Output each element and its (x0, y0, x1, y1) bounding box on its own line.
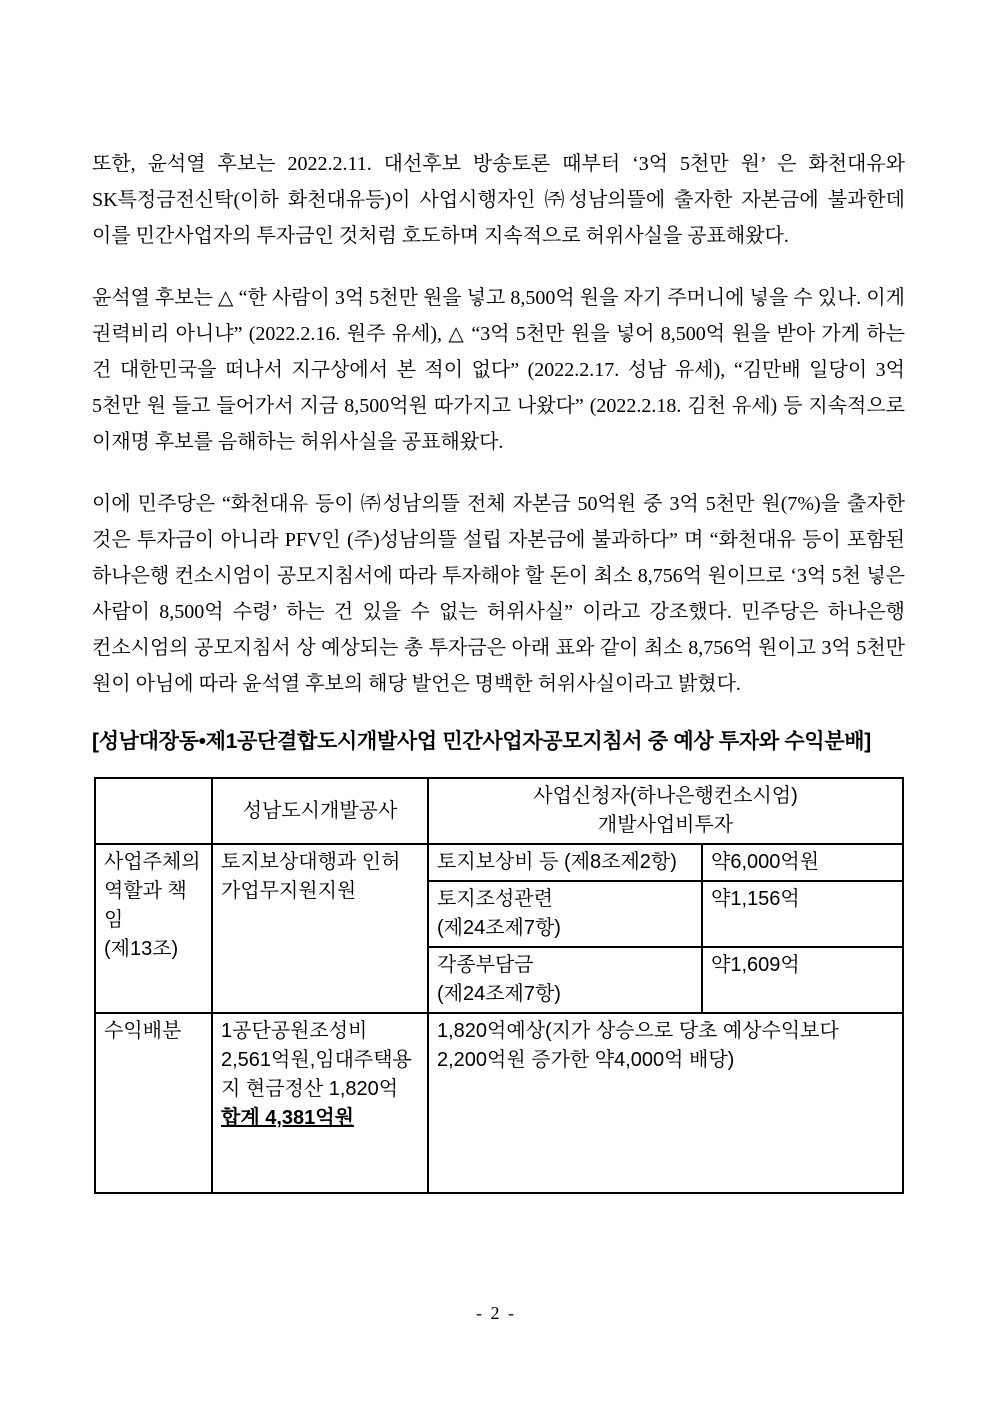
profit-label-cell: 수익배분 (95, 1013, 212, 1193)
cost-item-amount: 약6,000억원 (702, 844, 903, 881)
profit-row (95, 1013, 903, 1193)
cost-item-amount: 약1,609억 (702, 947, 903, 1013)
profit-applicant-cell: 1,820억예상(지가 상승으로 당초 예상수익보다 2,200억원 증가한 약4,000억 배당) (428, 1013, 903, 1193)
document-content (92, 146, 905, 1194)
profit-sdc-text: 1공단공원조성비 2,561억원,임대주택용지 현금정산 1,820억 (221, 1020, 412, 1100)
page-number: - 2 - (476, 1303, 516, 1323)
investment-table (94, 777, 904, 1194)
paragraph-rebuttal: 이에 민주당은 “화천대유 등이 ㈜성남의뜰 전체 자본금 50억원 중 3억 5천만 원(7%)을 출자한 것은 투자금이 아니라 PFV인 (주)성남의뜰 설립 자본금에 불과하다” 며 “화천대유 등이 포함된 하나은행 컨소시엄이 공모지침서에 따라 투자해야 할 돈이 최소 8,756억 원이므로 ‘3억 5천 넣은 사람이 8,500억 수령’ 하는 건 있을 수 없는 허위사실” 이라고 강조했다. 민주당은 하나은행 컨소시엄의 공모지침서 상 예상되는 총 투자금은 아래 표와 같이 최소 8,756억 원이고 3억 5천만 원이 아님에 따라 윤석열 후보의 해당 발언은 명백한 허위사실이라고 밝혔다. (92, 493, 905, 695)
cost-item-amount: 약1,156억 (702, 881, 903, 947)
header-applicant-cell (428, 778, 903, 844)
profit-sdc-total: 합계 4,381억원 (221, 1107, 354, 1129)
cost-item-name (428, 881, 702, 947)
paragraph-intro: 또한, 윤석열 후보는 2022.2.11. 대선후보 방송토론 때부터 ‘3억 5천만 원’ 은 화천대유와 SK특정금전신탁(이하 화천대유등)이 사업시행자인 ㈜성남의뜰에 출자한 자본금에 불과한데 이를 민간사업자의 투자금인 것처럼 호도하며 지속적으로 허위사실을 공표해왔다. (92, 153, 905, 247)
cost-item-name-text: 토지보상비 등 (제8조제2항) (437, 851, 677, 873)
cost-item-ref: (제24조제7항) (437, 917, 561, 939)
cost-item-name-text: 토지조성관련 (437, 888, 553, 910)
header-applicant-line1: 사업신청자(하나은행컨소시엄) (533, 785, 798, 807)
cost-item-ref: (제24조제7항) (437, 983, 561, 1005)
cost-item-name-text: 각종부담금 (437, 954, 534, 976)
roles-label-cell (95, 844, 212, 1013)
profit-sdc-cell (212, 1013, 428, 1193)
header-corner-cell (95, 778, 212, 844)
cost-item-name (428, 844, 702, 881)
roles-label-ref: (제13조) (104, 938, 179, 960)
roles-sdc-cell: 토지보상대행과 인허가업무지원지원 (212, 844, 428, 1013)
paragraph-quotes: 윤석열 후보는 △ “한 사람이 3억 5천만 원을 넣고 8,500억 원을 자기 주머니에 넣을 수 있나. 이게 권력비리 아니냐” (2022.2.16. 원주 유세), △ “3억 5천만 원을 넣어 8,500억 원을 받아 가게 하는 건 대한민국을 떠나서 지구상에서 본 적이 없다” (2022.2.17. 성남 유세), “김만배 일당이 3억 5천만 원 들고 들어가서 지금 8,500억원 따가지고 나왔다” (2022.2.18. 김천 유세) 등 지속적으로 이재명 후보를 음해하는 허위사실을 공표해왔다. (92, 287, 905, 453)
header-applicant-line2: 개발사업비투자 (597, 814, 734, 836)
cost-item-row (95, 844, 903, 881)
table-title: [성남대장동•제1공단결합도시개발사업 민간사업자공모지침서 중 예상 투자와 수익분배] (92, 730, 871, 753)
roles-label: 사업주체의 역할과 책임 (104, 851, 201, 931)
cost-item-name (428, 947, 702, 1013)
header-sdc-cell: 성남도시개발공사 (212, 778, 428, 844)
table-header-row (95, 778, 903, 844)
